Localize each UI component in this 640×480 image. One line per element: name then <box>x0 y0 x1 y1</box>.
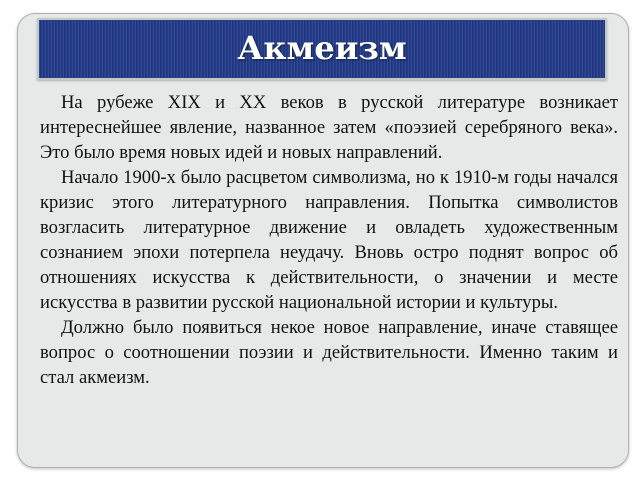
paragraph-2: Начало 1900-х было расцветом символизма, но к 1910-м годы начался кризис этого литературного направления. Попытка символистов возгласить литературное движение и овладеть художественным сознанием эпохи потерпела неудачу. Вновь остро поднят вопрос об отношениях искусства к действительности, о значении и месте искусства в развитии русской национальной истории и культуры. <box>40 167 618 313</box>
paragraph-3: Должно было появиться некое новое направление, иначе ставящее вопрос о соотношении поэзии и действительности. Именно таким и стал акмеизм. <box>40 317 618 388</box>
paragraph-1: На рубеже XIX и XX веков в русской литературе возникает интереснейшее явление, названное затем «поэзией серебряного века». Это было время новых идей и новых направлений. <box>40 92 618 163</box>
slide-body <box>40 90 618 390</box>
slide-title: Акмеизм <box>237 29 407 67</box>
title-banner <box>37 18 607 80</box>
